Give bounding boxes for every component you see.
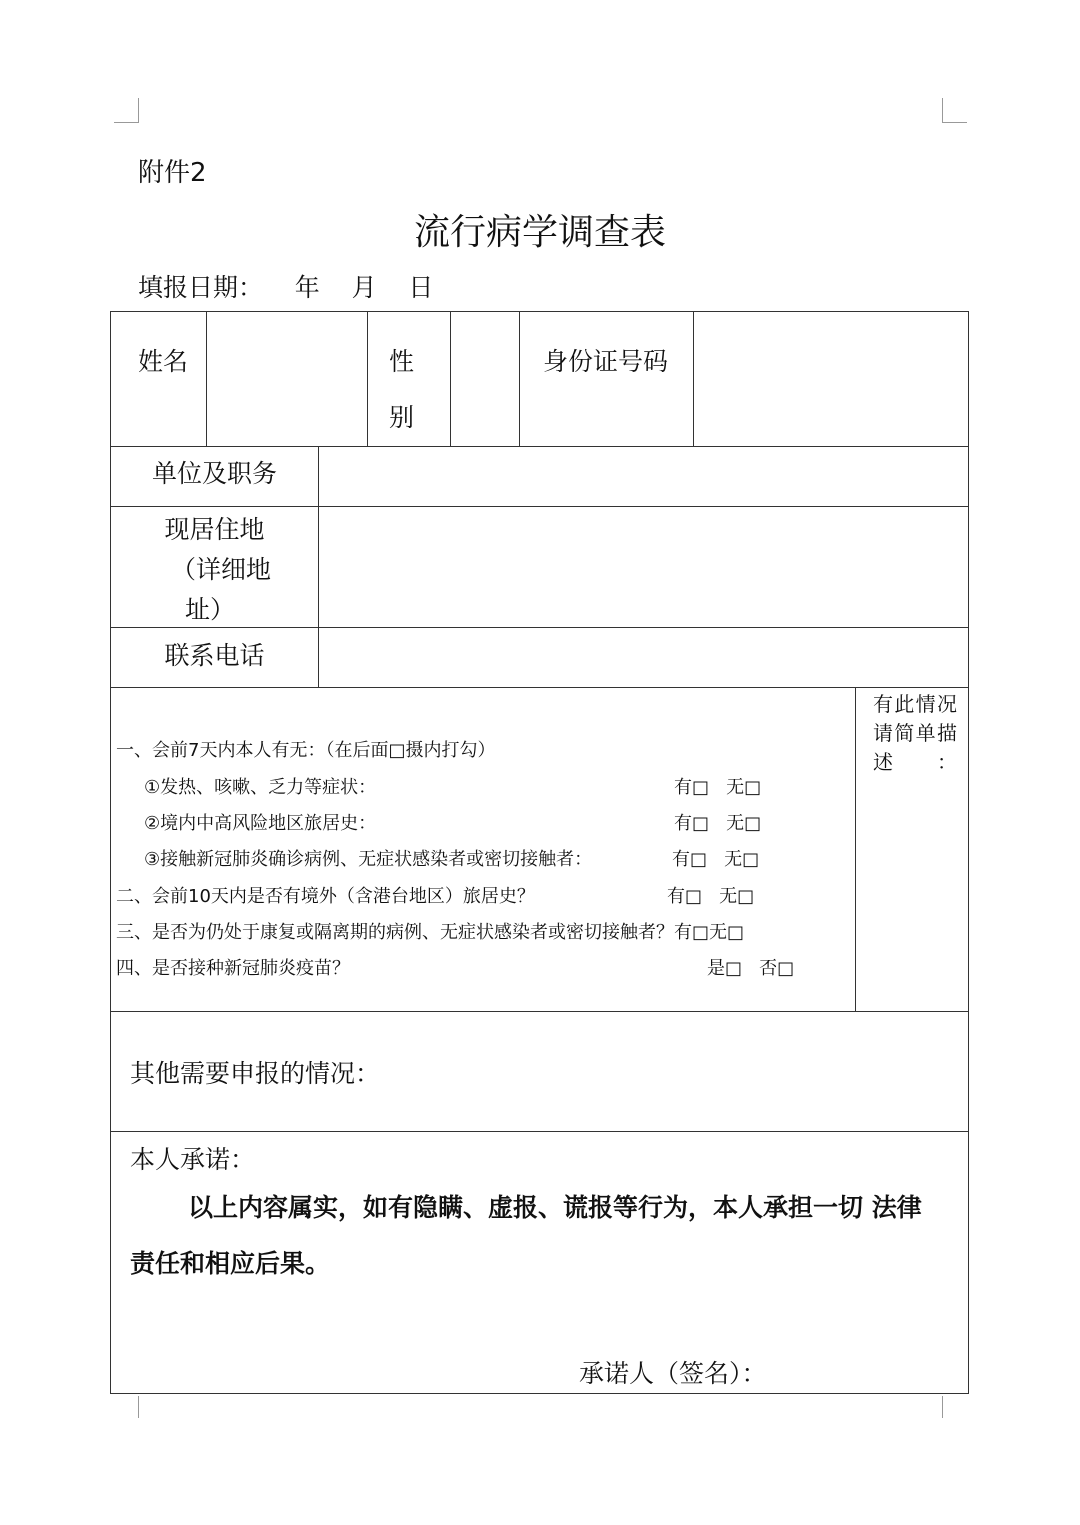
col-divider [450, 312, 451, 446]
address-label-line1: 现居住地 [164, 515, 265, 544]
margin-mark-top-right [942, 98, 967, 123]
promise-label: 本人承诺： [130, 1145, 256, 1174]
survey-form-table [110, 311, 969, 1394]
question-1a: ①发热、咳嗽、乏力等症状： [144, 777, 377, 798]
margin-mark-bottom-right [942, 1396, 944, 1418]
id-number-label: 身份证号码 [543, 347, 669, 376]
unit-position-label: 单位及职务 [151, 459, 277, 488]
question-1c: ③接触新冠肺炎确诊病例、无症状感染者或密切接触者： [144, 849, 593, 870]
other-declaration-label: 其他需要申报的情况： [130, 1059, 381, 1088]
question-1: 一、会前7天内本人有无：（在后面□摄内打勾） [116, 740, 496, 761]
signature-label: 承诺人（签名）： [579, 1359, 767, 1388]
col-divider [206, 312, 207, 446]
col-divider [855, 687, 856, 1011]
row-divider [111, 446, 968, 447]
name-label: 姓名 [138, 347, 189, 376]
gender-label-1: 性 [389, 347, 415, 376]
row-divider [111, 1011, 968, 1012]
question-1c-answer[interactable]: 有□ 无□ [672, 849, 760, 870]
question-4-answer[interactable]: 是□ 否□ [707, 958, 795, 979]
col-divider [367, 312, 368, 446]
fill-date-line: 填报日期： 年 月 日 [138, 273, 434, 302]
question-3: 三、是否为仍处于康复或隔离期的病例、无症状感染者或密切接触者？有□无□ [116, 922, 745, 943]
question-4: 四、是否接种新冠肺炎疫苗？ [116, 958, 350, 979]
margin-mark-bottom-left [138, 1396, 140, 1418]
col-divider [318, 446, 319, 687]
col-divider [519, 312, 520, 446]
col-divider [693, 312, 694, 446]
row-divider [111, 627, 968, 628]
row-divider [111, 687, 968, 688]
description-note: 有此情况请简单描述： [873, 692, 957, 774]
attachment-label: 附件2 [138, 158, 207, 188]
question-1b: ②境内中高风险地区旅居史： [144, 813, 377, 834]
pledge-text: 以上内容属实，如有隐瞒、虚报、谎报等行为，本人承担一切 法律责任和相应后果。 [130, 1193, 922, 1278]
question-1a-answer[interactable]: 有□ 无□ [674, 777, 762, 798]
phone-label: 联系电话 [164, 641, 265, 670]
question-2: 二、会前10天内是否有境外（含港台地区）旅居史？ [116, 886, 535, 907]
question-1b-answer[interactable]: 有□ 无□ [674, 813, 762, 834]
address-label-line2: （详细地 [171, 555, 272, 584]
row-divider [111, 1131, 968, 1132]
question-2-answer[interactable]: 有□ 无□ [667, 886, 755, 907]
row-divider [111, 506, 968, 507]
gender-label-2: 别 [389, 403, 415, 432]
page-title: 流行病学调查表 [413, 212, 666, 253]
address-label-line3: 址） [185, 595, 236, 624]
margin-mark-top-left [114, 98, 139, 123]
